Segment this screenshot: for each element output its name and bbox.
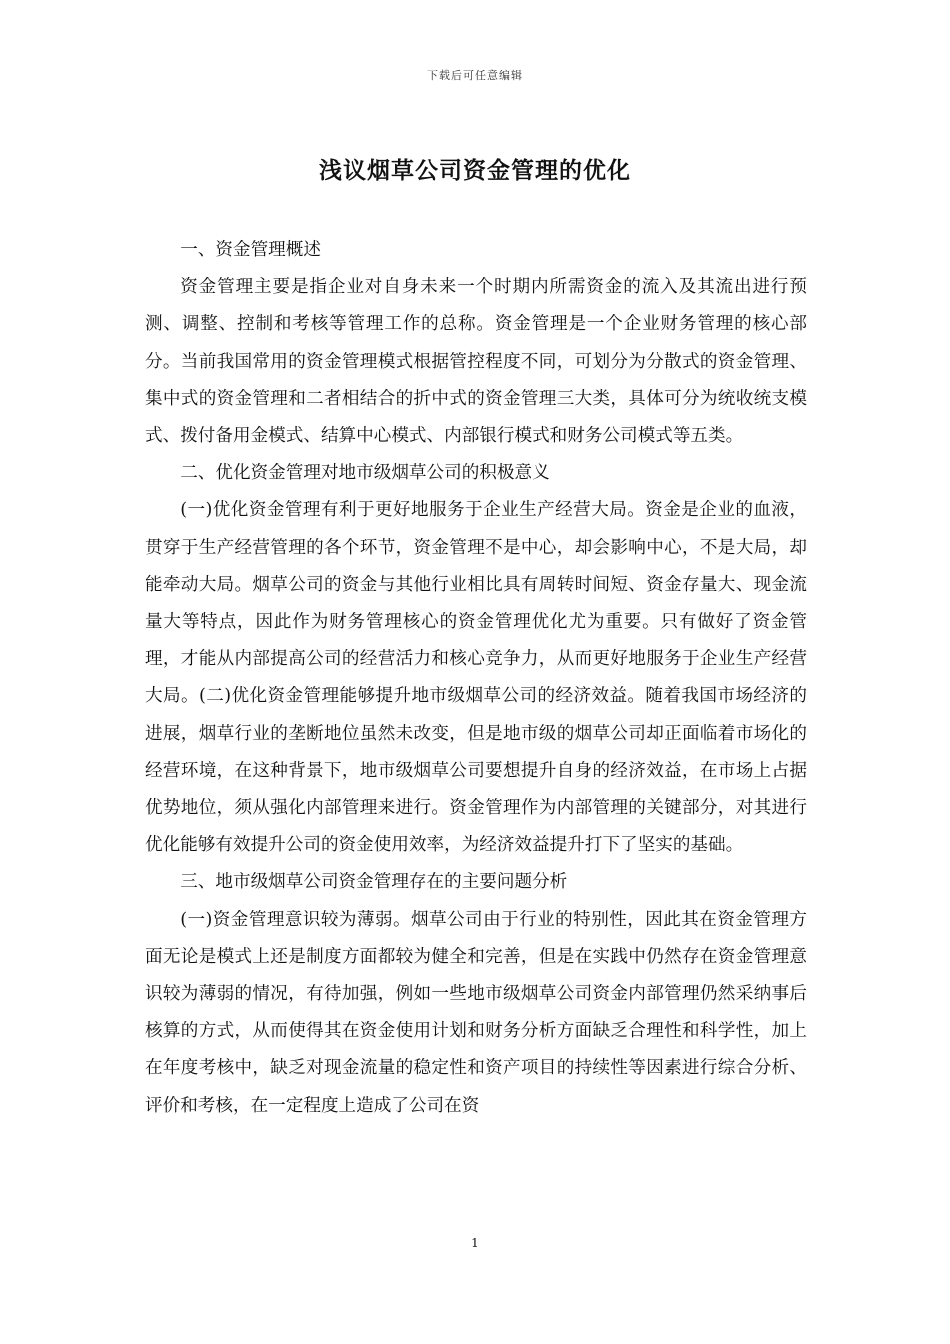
section-heading-2: 二、优化资金管理对地市级烟草公司的积极意义 [180,463,550,484]
page-number: 1 [471,1236,479,1250]
section-heading-3: 三、地市级烟草公司资金管理存在的主要问题分析 [180,872,568,893]
page-header-note: 下载后可任意编辑 [427,69,523,82]
section-heading-1: 一、资金管理概述 [180,240,321,260]
body-paragraph-2: (一)优化资金管理有利于更好地服务于企业生产经营大局。资金是企业的血液，贯穿于生产经营管理的各个环节，资金管理不是中心，却会影响中心，不是大局，却能牵动大局。烟草公司的资金与其他行业相比具有周转时间短、资金存量大、现金流量大等特点，因此作为财务管理核心的资金管理优化尤为重要。只有做好了资金管理，才能从内部提高公司的经营活力和核心竞争力，从而更好地服务于企业生产经营大局。(二)优化资金管理能够提升地市级烟草公司的经济效益。随着我国市场经济的进展，烟草行业的垄断地位虽然未改变，但是地市级的烟草公司却正面临着市场化的经营环境，在这种背景下，地市级烟草公司要想提升自身的经济效益，在市场上占据优势地位，须从强化内部管理来进行。资金管理作为内部管理的关键部分，对其进行优化能够有效提升公司的资金使用效率，为经济效益提升打下了坚实的基础。 [145,500,807,856]
body-paragraph-3: (一)资金管理意识较为薄弱。烟草公司由于行业的特别性，因此其在资金管理方面无论是模式上还是制度方面都较为健全和完善，但是在实践中仍然存在资金管理意识较为薄弱的情况，有待加强，例如一些地市级烟草公司资金内部管理仍然采纳事后核算的方式，从而使得其在资金使用计划和财务分析方面缺乏合理性和科学性，加上在年度考核中，缺乏对现金流量的稳定性和资产项目的持续性等因素进行综合分析、评价和考核，在一定程度上造成了公司在资 [145,909,807,1116]
document-title: 浅议烟草公司资金管理的优化 [319,157,631,184]
document-body [145,232,807,1125]
body-paragraph-1: 资金管理主要是指企业对自身未来一个时期内所需资金的流入及其流出进行预测、调整、控制和考核等管理工作的总称。资金管理是一个企业财务管理的核心部分。当前我国常用的资金管理模式根据管控程度不同，可划分为分散式的资金管理、集中式的资金管理和二者相结合的折中式的资金管理三大类，具体可分为统收统支模式、拨付备用金模式、结算中心模式、内部银行模式和财务公司模式等五类。 [145,277,807,447]
